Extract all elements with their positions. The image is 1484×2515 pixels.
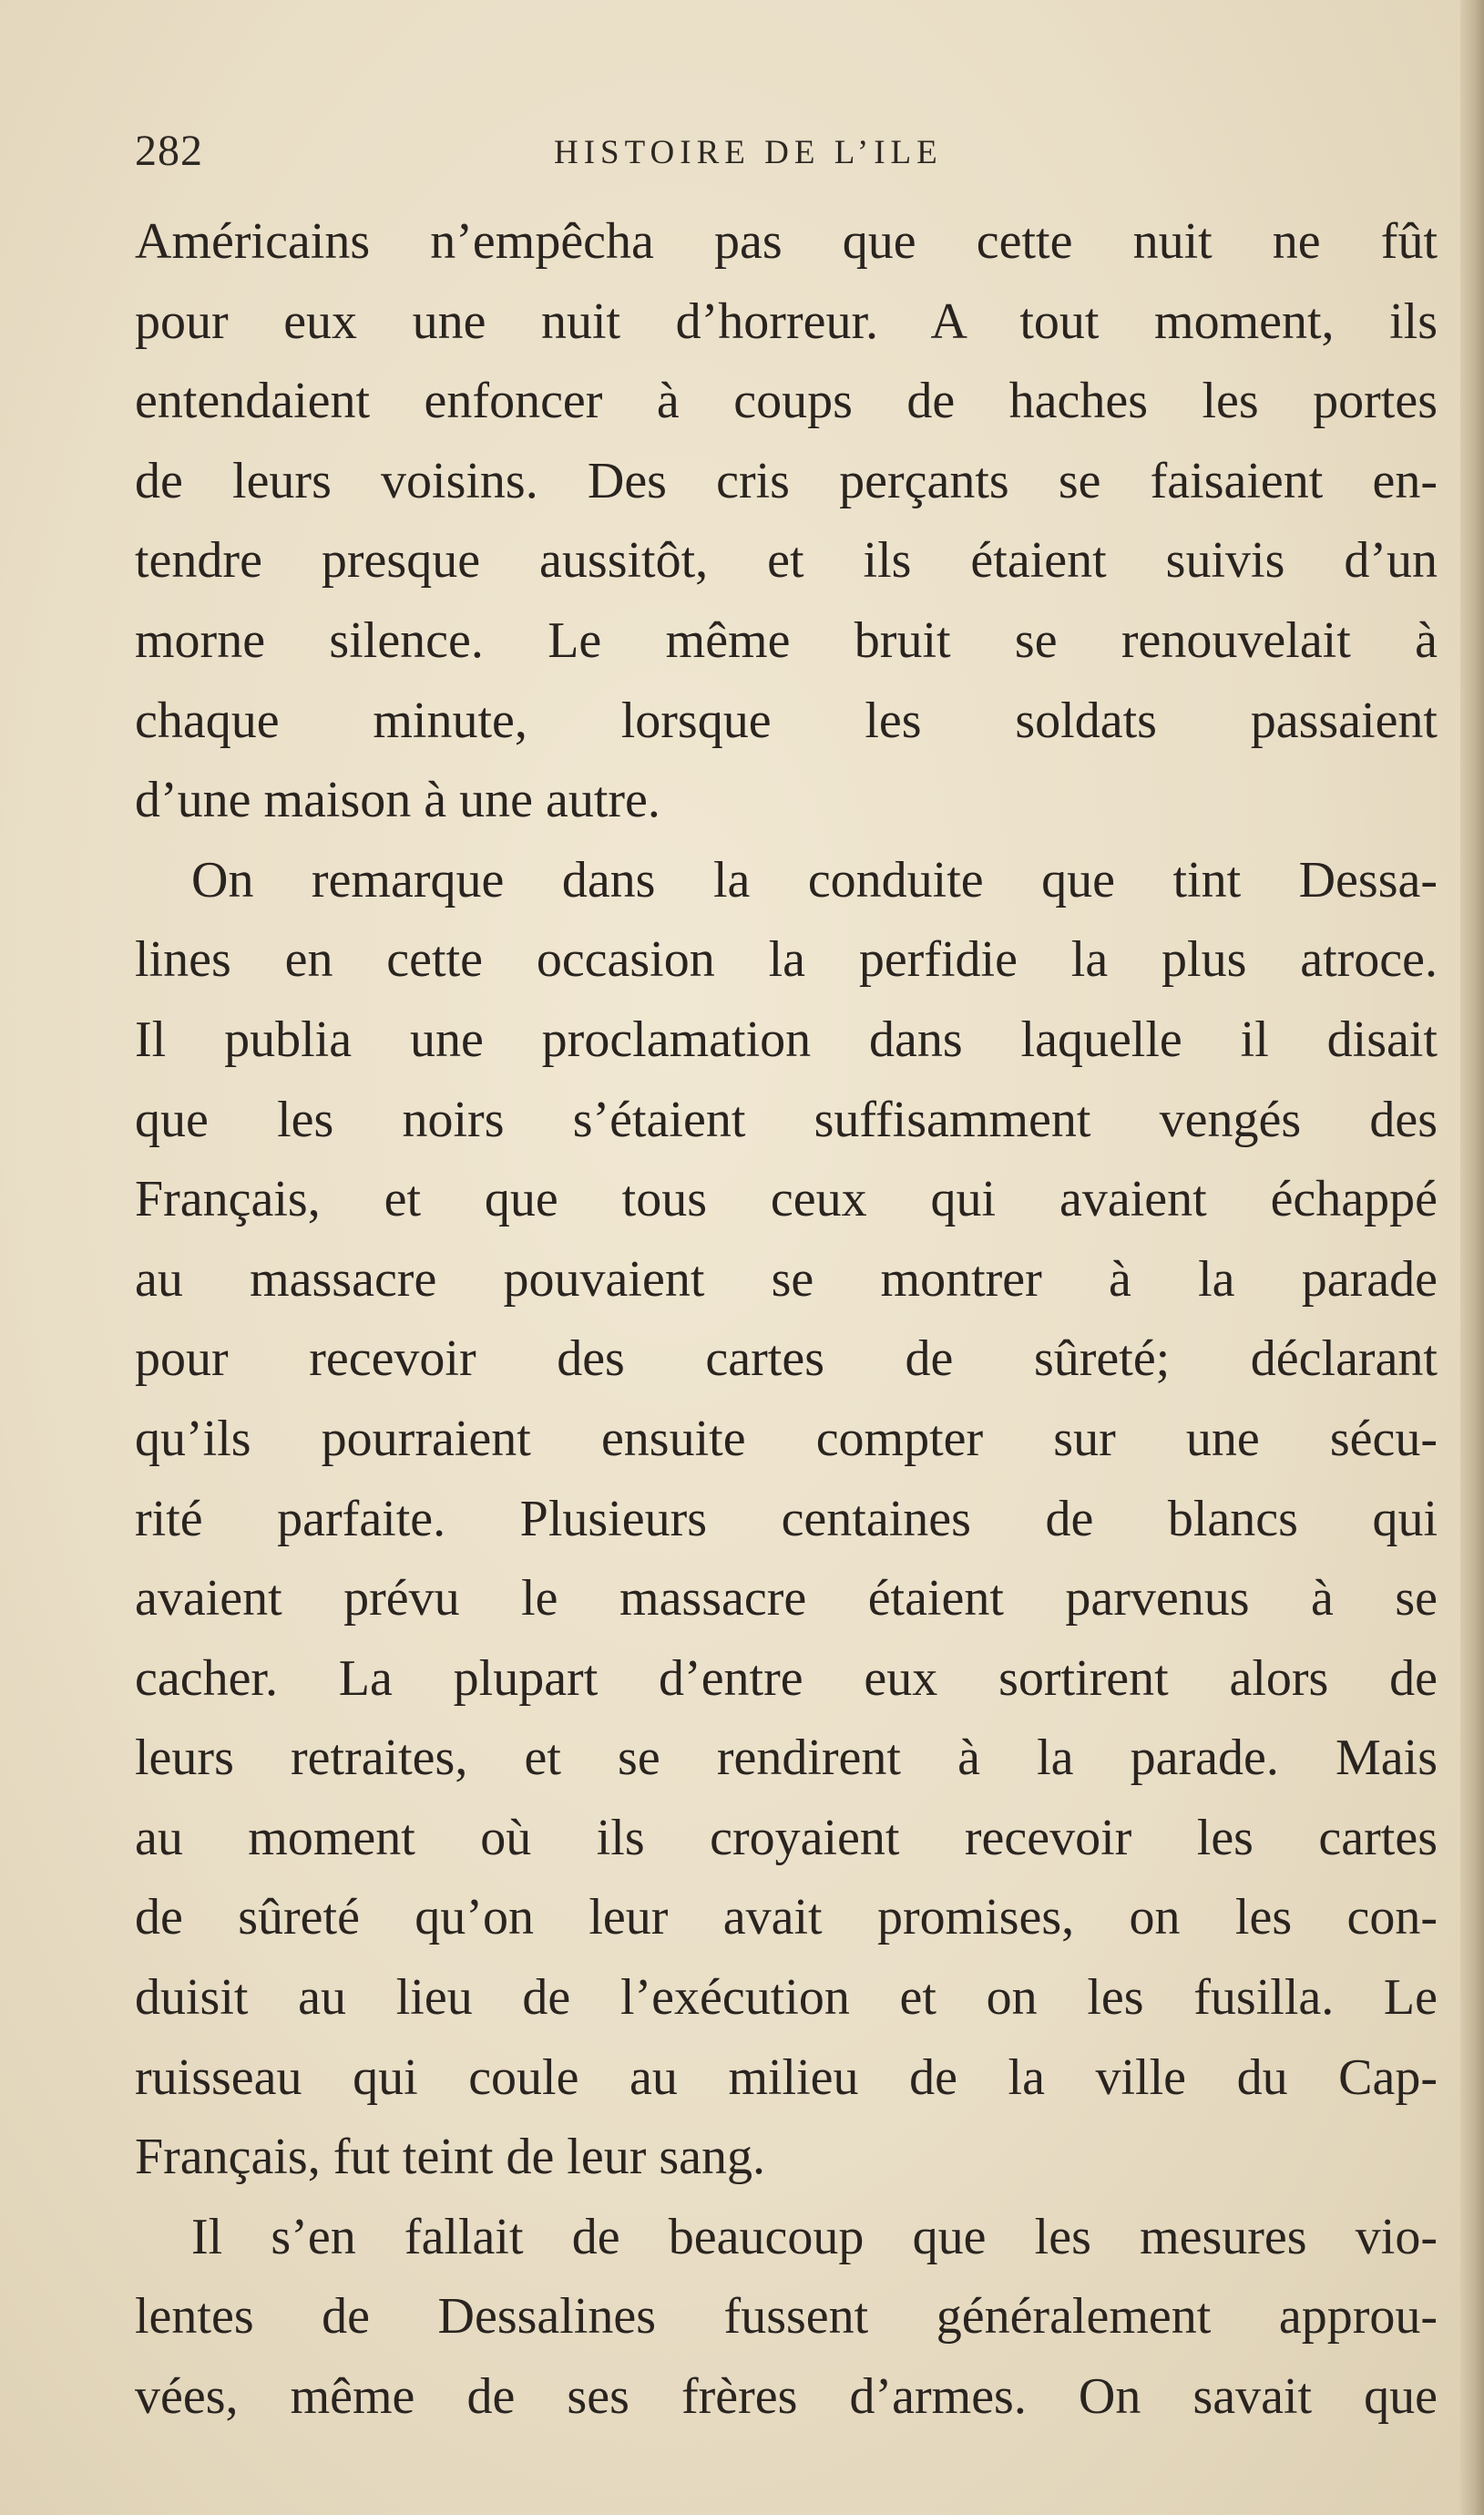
running-header (135, 126, 1438, 180)
text-line: chaque minute, lorsque les soldats passaient (135, 692, 1438, 749)
text-line: qu’ils pourraient ensuite compter sur une sécu- (135, 1410, 1438, 1467)
text-line: Il publia une proclamation dans laquelle il disait (135, 1011, 1438, 1068)
text-line: au moment où ils croyaient recevoir les cartes (135, 1809, 1438, 1866)
text-line: que les noirs s’étaient suffisamment vengés des (135, 1091, 1438, 1148)
text-line: pour recevoir des cartes de sûreté; déclarant (135, 1330, 1438, 1388)
text-line: avaient prévu le massacre étaient parvenus à se (135, 1570, 1438, 1627)
paragraph-start-line: Il s’en fallait de beaucoup que les mesures vio- (191, 2208, 1438, 2265)
text-line: pour eux une nuit d’horreur. A tout moment, ils (135, 293, 1438, 350)
text-line: rité parfaite. Plusieurs centaines de blancs qui (135, 1490, 1438, 1547)
text-line: morne silence. Le même bruit se renouvelait à (135, 611, 1438, 669)
body-text (135, 202, 1438, 2438)
text-line: de sûreté qu’on leur avait promises, on les con- (135, 1889, 1438, 1946)
text-line: vées, même de ses frères d’armes. On savait que (135, 2368, 1438, 2426)
text-line: Américains n’empêcha pas que cette nuit ne fût (135, 213, 1438, 270)
text-line: cacher. La plupart d’entre eux sortirent alors de (135, 1649, 1438, 1707)
text-line: lines en cette occasion la perfidie la plus atroce. (135, 931, 1438, 989)
paragraph-end-line: d’une maison à une autre. (135, 772, 660, 829)
text-line: duisit au lieu de l’exécution et on les fusilla. Le (135, 1969, 1438, 2027)
paragraph-end-line: Français, fut teint de leur sang. (135, 2129, 766, 2186)
running-title: HISTOIRE DE L’ILE (554, 134, 943, 171)
paragraph-start-line: On remarque dans la conduite que tint Dessa- (191, 851, 1438, 908)
text-line: leurs retraites, et se rendirent à la parade. Mais (135, 1730, 1438, 1787)
text-line: de leurs voisins. Des cris perçants se faisaient en- (135, 452, 1438, 509)
text-line: au massacre pouvaient se montrer à la parade (135, 1250, 1438, 1308)
text-line: entendaient enfoncer à coups de haches les portes (135, 373, 1438, 430)
text-line: tendre presque aussitôt, et ils étaient suivis d’un (135, 532, 1438, 590)
page-edge (1460, 0, 1484, 2515)
text-line: Français, et que tous ceux qui avaient échappé (135, 1171, 1438, 1228)
text-line: lentes de Dessalines fussent généralement approu- (135, 2288, 1438, 2346)
page-number: 282 (135, 127, 203, 175)
text-line: ruisseau qui coule au milieu de la ville du Cap- (135, 2048, 1438, 2106)
